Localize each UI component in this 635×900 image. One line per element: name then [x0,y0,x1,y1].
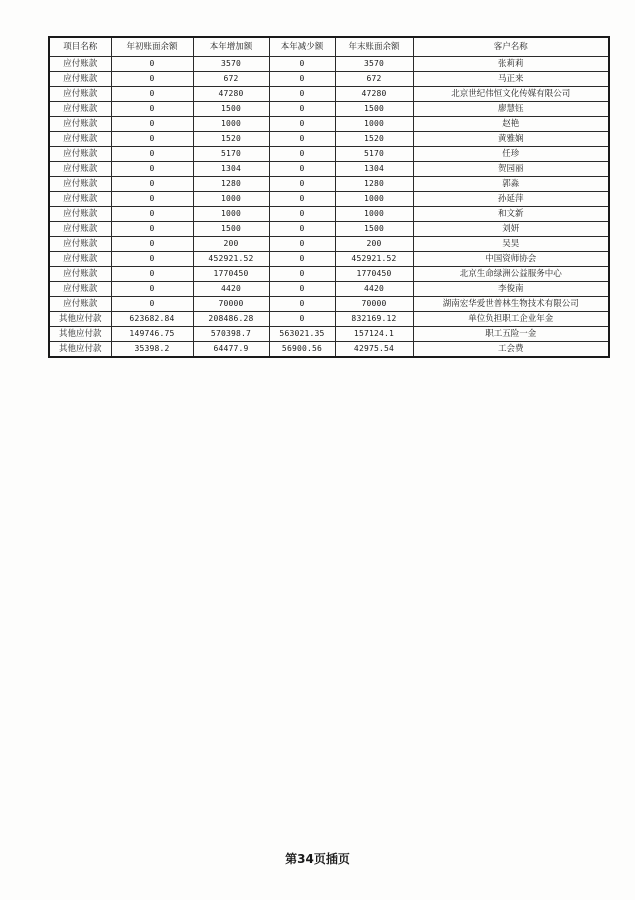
cell-opening-balance: 0 [111,132,193,147]
cell-increase: 1500 [193,222,269,237]
cell-opening-balance: 0 [111,192,193,207]
cell-decrease: 0 [269,252,335,267]
cell-opening-balance: 35398.2 [111,342,193,358]
cell-increase: 452921.52 [193,252,269,267]
cell-increase: 1304 [193,162,269,177]
cell-opening-balance: 0 [111,72,193,87]
cell-item-name: 应付账款 [49,132,111,147]
table-row [49,117,609,132]
header-opening-balance: 年初账面余额 [111,37,193,57]
cell-increase: 570398.7 [193,327,269,342]
cell-customer-name: 黄雅娴 [413,132,609,147]
cell-customer-name: 贺园丽 [413,162,609,177]
table-row [49,147,609,162]
ledger-body [49,57,609,358]
cell-item-name: 应付账款 [49,207,111,222]
cell-closing-balance: 3570 [335,57,413,72]
cell-item-name: 其他应付款 [49,312,111,327]
cell-opening-balance: 623682.84 [111,312,193,327]
cell-closing-balance: 70000 [335,297,413,312]
cell-increase: 5170 [193,147,269,162]
header-item-name: 项目名称 [49,37,111,57]
table-row [49,237,609,252]
cell-item-name: 应付账款 [49,297,111,312]
cell-increase: 1770450 [193,267,269,282]
table-row [49,267,609,282]
cell-closing-balance: 832169.12 [335,312,413,327]
cell-closing-balance: 1520 [335,132,413,147]
cell-item-name: 应付账款 [49,267,111,282]
cell-decrease: 0 [269,222,335,237]
cell-increase: 1500 [193,102,269,117]
cell-increase: 47280 [193,87,269,102]
cell-closing-balance: 1000 [335,117,413,132]
cell-closing-balance: 1280 [335,177,413,192]
cell-decrease: 0 [269,72,335,87]
cell-closing-balance: 1000 [335,207,413,222]
table-row [49,177,609,192]
table-row [49,192,609,207]
cell-decrease: 0 [269,147,335,162]
cell-item-name: 应付账款 [49,162,111,177]
cell-closing-balance: 4420 [335,282,413,297]
cell-item-name: 应付账款 [49,87,111,102]
cell-decrease: 563021.35 [269,327,335,342]
cell-increase: 70000 [193,297,269,312]
header-closing-balance: 年末账面余额 [335,37,413,57]
cell-closing-balance: 42975.54 [335,342,413,358]
cell-decrease: 0 [269,57,335,72]
cell-customer-name: 湖南宏华爱世普林生物技术有限公司 [413,297,609,312]
cell-customer-name: 中国资师协会 [413,252,609,267]
cell-increase: 672 [193,72,269,87]
table-row [49,102,609,117]
table-row [49,207,609,222]
table-row [49,162,609,177]
cell-increase: 1000 [193,117,269,132]
cell-increase: 1000 [193,192,269,207]
cell-item-name: 应付账款 [49,117,111,132]
cell-decrease: 0 [269,162,335,177]
cell-increase: 1000 [193,207,269,222]
table-row [49,297,609,312]
cell-customer-name: 北京生命绿洲公益服务中心 [413,267,609,282]
cell-opening-balance: 0 [111,57,193,72]
cell-customer-name: 孙延萍 [413,192,609,207]
table-row [49,342,609,358]
cell-increase: 1280 [193,177,269,192]
header-customer-name: 客户名称 [413,37,609,57]
table-row [49,312,609,327]
cell-increase: 64477.9 [193,342,269,358]
cell-closing-balance: 672 [335,72,413,87]
cell-closing-balance: 1000 [335,192,413,207]
cell-item-name: 应付账款 [49,192,111,207]
cell-closing-balance: 157124.1 [335,327,413,342]
cell-item-name: 应付账款 [49,282,111,297]
cell-item-name: 其他应付款 [49,327,111,342]
cell-item-name: 应付账款 [49,222,111,237]
cell-decrease: 0 [269,312,335,327]
cell-decrease: 0 [269,297,335,312]
cell-closing-balance: 200 [335,237,413,252]
cell-item-name: 应付账款 [49,57,111,72]
cell-opening-balance: 0 [111,102,193,117]
cell-item-name: 应付账款 [49,147,111,162]
cell-customer-name: 刘妍 [413,222,609,237]
cell-closing-balance: 1500 [335,102,413,117]
table-row [49,57,609,72]
cell-opening-balance: 0 [111,252,193,267]
cell-customer-name: 赵艳 [413,117,609,132]
cell-opening-balance: 0 [111,237,193,252]
cell-customer-name: 北京世纪伟恒文化传媒有限公司 [413,87,609,102]
cell-decrease: 56900.56 [269,342,335,358]
cell-decrease: 0 [269,282,335,297]
cell-customer-name: 廖慧钰 [413,102,609,117]
table-row [49,87,609,102]
cell-item-name: 应付账款 [49,177,111,192]
cell-customer-name: 任珍 [413,147,609,162]
cell-opening-balance: 0 [111,162,193,177]
cell-increase: 1520 [193,132,269,147]
cell-opening-balance: 0 [111,147,193,162]
cell-customer-name: 郭淼 [413,177,609,192]
cell-opening-balance: 0 [111,177,193,192]
cell-increase: 208486.28 [193,312,269,327]
cell-closing-balance: 1500 [335,222,413,237]
cell-decrease: 0 [269,117,335,132]
cell-item-name: 应付账款 [49,252,111,267]
table-header-row [49,37,609,57]
cell-item-name: 应付账款 [49,72,111,87]
cell-customer-name: 工会费 [413,342,609,358]
table-row [49,222,609,237]
cell-opening-balance: 0 [111,297,193,312]
table-row [49,282,609,297]
header-decrease: 本年减少额 [269,37,335,57]
ledger-table [48,36,610,358]
table-row [49,252,609,267]
cell-decrease: 0 [269,207,335,222]
cell-opening-balance: 0 [111,117,193,132]
cell-opening-balance: 0 [111,267,193,282]
cell-decrease: 0 [269,132,335,147]
cell-decrease: 0 [269,267,335,282]
cell-closing-balance: 47280 [335,87,413,102]
cell-customer-name: 张莉莉 [413,57,609,72]
cell-opening-balance: 0 [111,282,193,297]
page-footer-label: 第34页插页 [285,852,350,866]
cell-increase: 3570 [193,57,269,72]
cell-opening-balance: 0 [111,207,193,222]
cell-decrease: 0 [269,237,335,252]
cell-customer-name: 吴昊 [413,237,609,252]
cell-closing-balance: 1304 [335,162,413,177]
cell-decrease: 0 [269,102,335,117]
cell-closing-balance: 5170 [335,147,413,162]
cell-item-name: 其他应付款 [49,342,111,358]
cell-increase: 200 [193,237,269,252]
cell-increase: 4420 [193,282,269,297]
cell-decrease: 0 [269,87,335,102]
cell-item-name: 应付账款 [49,237,111,252]
cell-customer-name: 和文新 [413,207,609,222]
table-row [49,327,609,342]
cell-closing-balance: 452921.52 [335,252,413,267]
header-increase: 本年增加额 [193,37,269,57]
table-row [49,72,609,87]
cell-opening-balance: 0 [111,222,193,237]
cell-decrease: 0 [269,192,335,207]
cell-customer-name: 职工五险一金 [413,327,609,342]
cell-closing-balance: 1770450 [335,267,413,282]
cell-opening-balance: 0 [111,87,193,102]
cell-customer-name: 李俊南 [413,282,609,297]
cell-decrease: 0 [269,177,335,192]
cell-opening-balance: 149746.75 [111,327,193,342]
cell-customer-name: 马正来 [413,72,609,87]
cell-item-name: 应付账款 [49,102,111,117]
cell-customer-name: 单位负担职工企业年金 [413,312,609,327]
table-row [49,132,609,147]
